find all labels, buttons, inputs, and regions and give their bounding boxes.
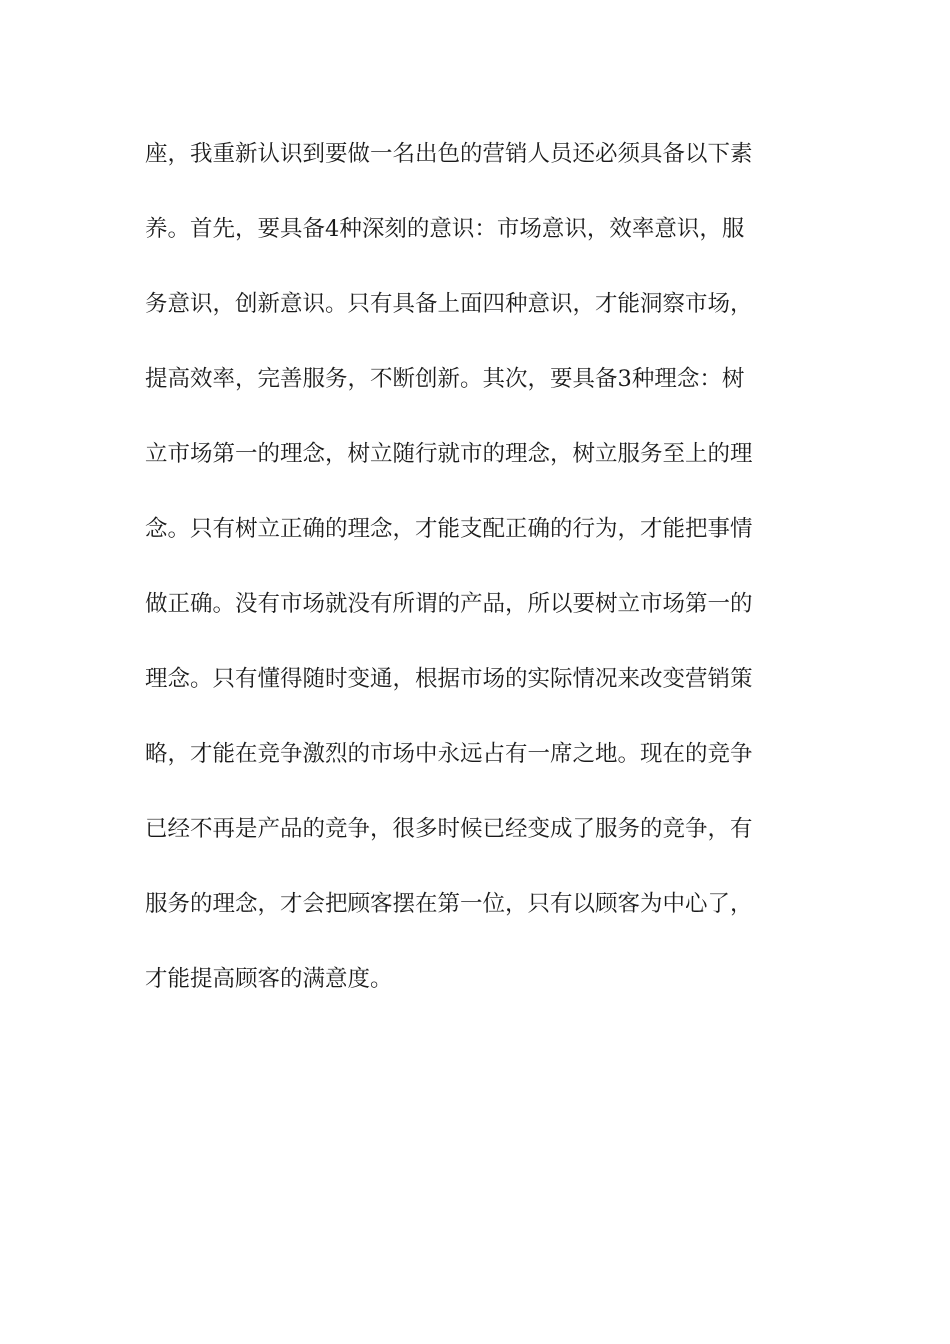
text-line-12: 才能提高顾客的满意度。 xyxy=(145,966,393,992)
text-line-7: 做正确。没有市场就没有所谓的产品，所以要树立市场第一的 xyxy=(145,591,753,617)
text-line-1: 座，我重新认识到要做一名出色的营销人员还必须具备以下素 xyxy=(145,141,753,167)
text-line-5: 立市场第一的理念，树立随行就市的理念，树立服务至上的理 xyxy=(145,441,753,467)
text-line-8: 理念。只有懂得随时变通，根据市场的实际情况来改变营销策 xyxy=(145,666,753,692)
text-line-11: 服务的理念，才会把顾客摆在第一位，只有以顾客为中心了， xyxy=(145,891,753,917)
text-line-3: 务意识，创新意识。只有具备上面四种意识，才能洞察市场， xyxy=(145,291,753,317)
body-paragraph xyxy=(145,132,815,1032)
text-line-4: 提高效率，完善服务，不断创新。其次，要具备3种理念：树 xyxy=(145,366,745,392)
text-line-2: 养。首先，要具备4种深刻的意识：市场意识，效率意识，服 xyxy=(145,216,745,242)
text-line-10: 已经不再是产品的竞争，很多时候已经变成了服务的竞争，有 xyxy=(145,816,753,842)
text-line-9: 略，才能在竞争激烈的市场中永远占有一席之地。现在的竞争 xyxy=(145,741,753,767)
text-line-6: 念。只有树立正确的理念，才能支配正确的行为，才能把事情 xyxy=(145,516,753,542)
